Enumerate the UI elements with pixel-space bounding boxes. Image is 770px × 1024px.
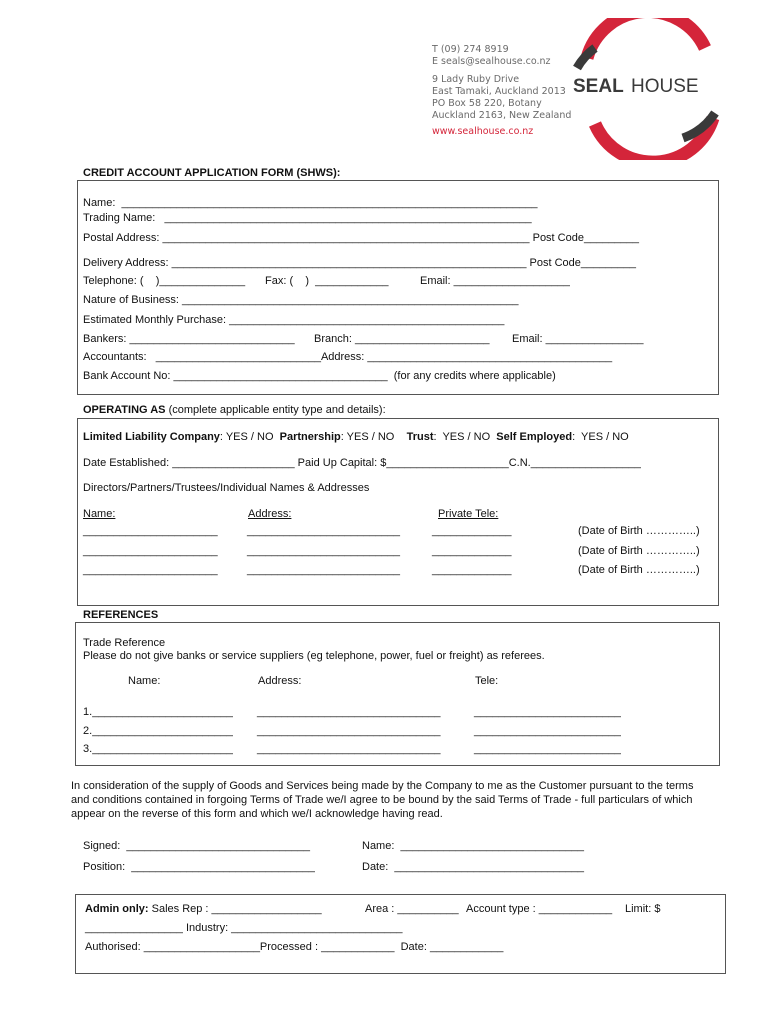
logo-text-light: HOUSE [631,76,699,97]
form-title: CREDIT ACCOUNT APPLICATION FORM (SHWS): [83,167,341,179]
area-field[interactable]: Area : __________ [365,903,459,915]
postal-address-field[interactable]: Postal Address: ____________________________________________________________ Post Code_________ [83,232,640,244]
telephone-field[interactable]: Telephone: ( )______________ [83,275,246,287]
director-address-line[interactable]: _________________________ [247,545,400,557]
address-line: PO Box 58 220, Botany [432,98,542,109]
director-tele-line[interactable]: _____________ [432,545,512,557]
email-field[interactable]: Email: ___________________ [420,275,570,287]
ref-col-name: Name: [128,675,161,687]
director-address-line[interactable]: _________________________ [247,525,400,537]
delivery-address-field[interactable]: Delivery Address: __________________________________________________________ Post Code_________ [83,257,636,269]
col-name: Name: [83,508,116,520]
admin-row-1[interactable]: Admin only: Sales Rep : __________________ [85,903,322,915]
signed-field[interactable]: Signed: ______________________________ [83,840,310,852]
address-line: East Tamaki, Auckland 2013 [432,86,566,97]
account-type-field[interactable]: Account type : ____________ [466,903,613,915]
date-of-birth[interactable]: (Date of Birth …………..) [578,525,700,537]
references-note: Please do not give banks or service suppliers (eg telephone, power, fuel or freight) as referees. [83,650,545,662]
reference-tele-line[interactable]: ________________________ [474,743,621,755]
director-name-line[interactable]: ______________________ [83,525,218,537]
logo-text-bold: SEAL [573,76,624,97]
contact-block [432,44,571,138]
reference-row-1[interactable]: 1._______________________ [83,706,233,718]
director-name-line[interactable]: ______________________ [83,545,218,557]
directors-label: Directors/Partners/Trustees/Individual Names & Addresses [83,482,370,494]
signer-name-field[interactable]: Name: ______________________________ [362,840,585,852]
branch-field[interactable]: Branch: ______________________ [314,333,490,345]
fax-field[interactable]: Fax: ( ) ____________ [265,275,389,287]
estimated-purchase-field[interactable]: Estimated Monthly Purchase: _____________________________________________ [83,314,505,326]
date-of-birth[interactable]: (Date of Birth …………..) [578,564,700,576]
operating-as-box [77,418,719,606]
sign-date-field[interactable]: Date: _______________________________ [362,861,585,873]
address-line: Auckland 2163, New Zealand [432,110,572,121]
bankers-field[interactable]: Bankers: ___________________________ [83,333,295,345]
director-tele-line[interactable]: _____________ [432,525,512,537]
reference-tele-line[interactable]: ________________________ [474,706,621,718]
limit-field[interactable]: Limit: $ [625,903,661,915]
date-of-birth[interactable]: (Date of Birth …………..) [578,545,700,557]
accountants-field[interactable]: Accountants: ___________________________Address: ________________________________________ [83,351,613,363]
website: www.sealhouse.co.nz [432,126,534,137]
ref-col-address: Address: [258,675,302,687]
reference-row-2[interactable]: 2._______________________ [83,725,233,737]
position-field[interactable]: Position: ______________________________ [83,861,315,873]
trading-name-field[interactable]: Trading Name: ____________________________________________________________ [83,212,532,224]
date-established-row[interactable]: Date Established: ____________________ Paid Up Capital: $____________________C.N.__________________ [83,457,641,469]
entity-type-row[interactable]: Limited Liability Company: YES / NO Partnership: YES / NO Trust: YES / NO Self Employed: YES / NO [83,431,629,443]
ref-col-tele: Tele: [475,675,499,687]
trade-reference-label: Trade Reference [83,637,166,649]
reference-address-line[interactable]: ______________________________ [257,706,441,718]
director-tele-line[interactable]: _____________ [432,564,512,576]
bank-account-field[interactable]: Bank Account No: ___________________________________ (for any credits where applicable) [83,370,556,382]
industry-field[interactable]: ________________ Industry: ____________________________ [85,922,403,934]
reference-tele-line[interactable]: ________________________ [474,725,621,737]
director-name-line[interactable]: ______________________ [83,564,218,576]
authorised-row[interactable]: Authorised: ___________________Processed : ____________ Date: ____________ [85,941,504,953]
sealhouse-logo [565,18,730,160]
reference-row-3[interactable]: 3._______________________ [83,743,233,755]
reference-address-line[interactable]: ______________________________ [257,743,441,755]
operating-as-heading: OPERATING AS (complete applicable entity type and details): [83,404,386,416]
nature-of-business-field[interactable]: Nature of Business: _______________________________________________________ [83,294,519,306]
col-private-tele: Private Tele: [438,508,499,520]
bank-email-field[interactable]: Email: ________________ [512,333,644,345]
consideration-paragraph: In consideration of the supply of Goods and Services being made by the Company to me as the Customer pursuant to the terms and conditions contained in forgoing Terms of Trade we/I agree to be bound by the said Terms of Trade - full particulars of which appear on the reverse of this form and which we/I acknowledge having read. [71,780,694,820]
phone: T (09) 274 8919 [432,44,509,55]
col-address: Address: [248,508,292,520]
reference-address-line[interactable]: ______________________________ [257,725,441,737]
references-heading: REFERENCES [83,609,159,621]
email: E seals@sealhouse.co.nz [432,56,551,67]
address-line: 9 Lady Ruby Drive [432,74,520,85]
name-field[interactable]: Name: ____________________________________________________________________ [83,197,538,209]
director-address-line[interactable]: _________________________ [247,564,400,576]
